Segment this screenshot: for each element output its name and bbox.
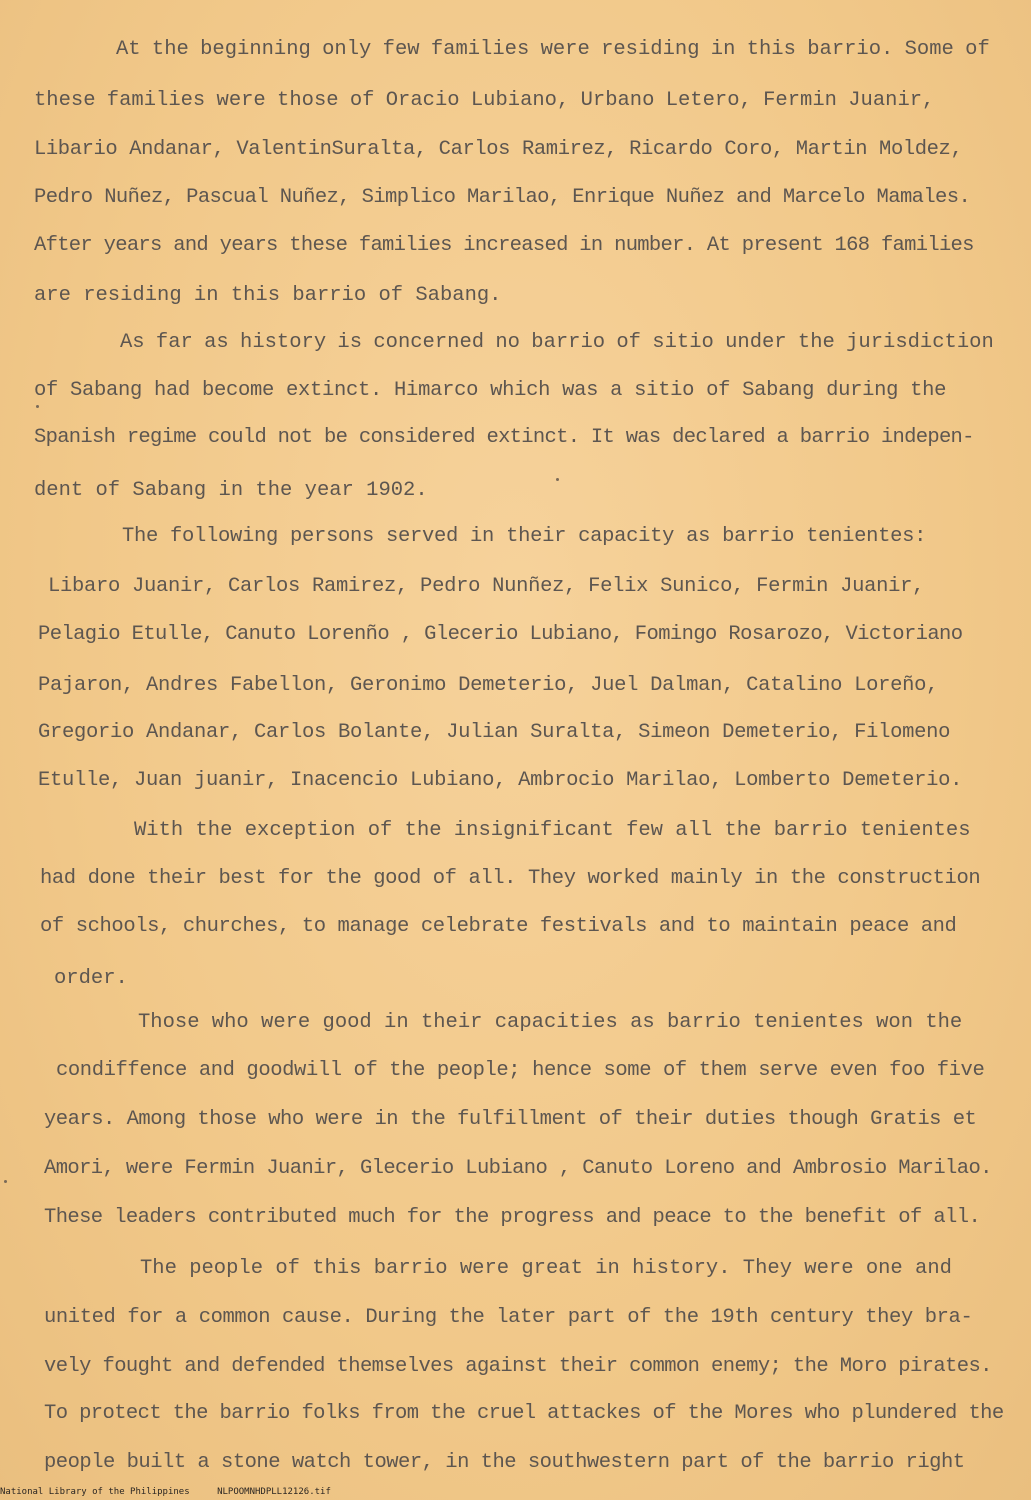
scan-footer <box>0 1486 353 1498</box>
text-line: of Sabang had become extinct. Himarco which was a sitio of Sabang during the <box>34 379 947 402</box>
text-line: Etulle, Juan juanir, Inacencio Lubiano, Ambrocio Marilao, Lomberto Demeterio. <box>38 769 963 792</box>
text-line: With the exception of the insignificant few all the barrio tenientes <box>134 819 971 842</box>
text-line: Gregorio Andanar, Carlos Bolante, Julian Suralta, Simeon Demeterio, Filomeno <box>38 721 951 744</box>
text-line: Pedro Nuñez, Pascual Nuñez, Simplico Marilao, Enrique Nuñez and Marcelo Mamales. <box>34 186 971 209</box>
text-line: To protect the barrio folks from the cruel attackes of the Mores who plundered the <box>44 1402 1004 1425</box>
text-line: Pajaron, Andres Fabellon, Geronimo Demeterio, Juel Dalman, Catalino Loreño, <box>38 674 939 697</box>
text-line: The following persons served in their capacity as barrio tenientes: <box>122 525 927 548</box>
text-line: Pelagio Etulle, Canuto Lorenño , Glecerio Lubiano, Fomingo Rosarozo, Victoriano <box>38 623 963 646</box>
text-line: vely fought and defended themselves against their common enemy; the Moro pirates. <box>44 1355 992 1378</box>
paper-speck <box>4 1180 7 1183</box>
text-line: Amori, were Fermin Juanir, Glecerio Lubiano , Canuto Loreno and Ambrosio Marilao. <box>44 1157 992 1180</box>
text-line: condiffence and goodwill of the people; hence some of them serve even foo five <box>56 1059 985 1082</box>
text-line: dent of Sabang in the year 1902. <box>34 479 428 502</box>
paper-speck <box>556 478 559 481</box>
paper-speck <box>36 405 39 408</box>
text-line: are residing in this barrio of Sabang. <box>34 284 502 307</box>
text-line: Libaro Juanir, Carlos Ramirez, Pedro Nunñez, Felix Sunico, Fermin Juanir, <box>48 575 925 598</box>
footer-library: National Library of the Philippines <box>0 1487 190 1497</box>
text-line: these families were those of Oracio Lubiano, Urbano Letero, Fermin Juanir, <box>34 89 935 112</box>
text-line: united for a common cause. During the later part of the 19th century they bra- <box>44 1306 973 1329</box>
text-line: These leaders contributed much for the progress and peace to the benefit of all. <box>44 1206 981 1229</box>
text-line: years. Among those who were in the fulfillment of their duties though Gratis et <box>44 1108 977 1131</box>
text-line: order. <box>54 967 128 990</box>
text-line: The people of this barrio were great in history. They were one and <box>140 1257 952 1280</box>
text-line: At the beginning only few families were residing in this barrio. Some of <box>116 38 990 61</box>
text-line: After years and years these families increased in number. At present 168 families <box>34 234 974 257</box>
text-line: Libario Andanar, ValentinSuralta, Carlos Ramirez, Ricardo Coro, Martin Moldez, <box>34 138 963 161</box>
text-line: of schools, churches, to manage celebrate festivals and to maintain peace and <box>40 915 957 938</box>
text-line: As far as history is concerned no barrio of sitio under the jurisdiction <box>120 331 994 354</box>
text-line: had done their best for the good of all. They worked mainly in the construction <box>40 867 981 890</box>
footer-filename: NLPOOMNHDPLL12126.tif <box>217 1487 331 1497</box>
text-line: Those who were good in their capacities as barrio tenientes won the <box>138 1011 963 1034</box>
text-line: Spanish regime could not be considered extinct. It was declared a barrio indepen- <box>34 426 974 449</box>
text-line: people built a stone watch tower, in the southwestern part of the barrio right <box>44 1451 965 1474</box>
